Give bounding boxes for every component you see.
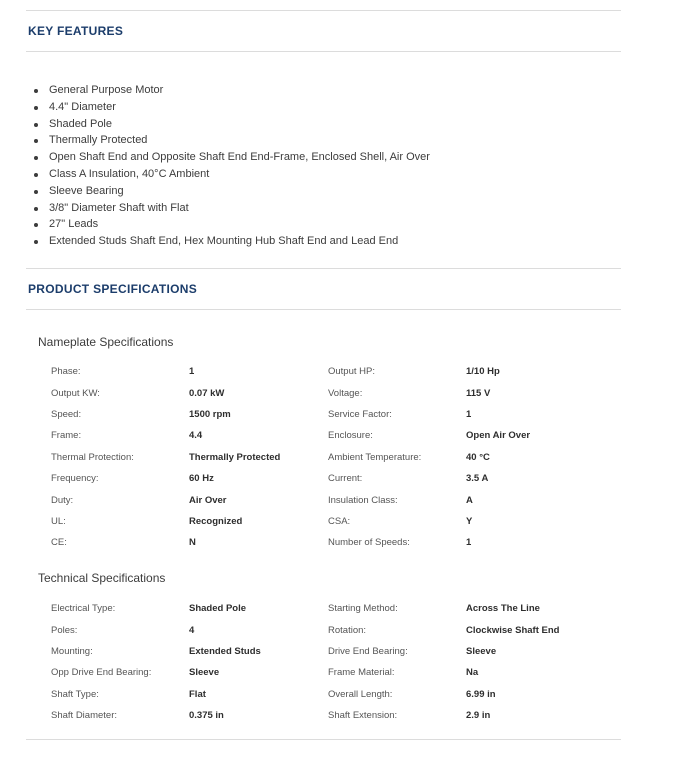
spec-label: Output KW: xyxy=(51,387,100,399)
spec-label: Overall Length: xyxy=(328,688,393,700)
list-item: Extended Studs Shaft End, Hex Mounting Hub Shaft End and Lead End xyxy=(34,233,430,250)
table-row xyxy=(51,404,530,425)
spec-value: 1 xyxy=(466,408,472,420)
spec-value: 1 xyxy=(189,366,195,378)
bullet-icon xyxy=(34,139,38,143)
spec-value: A xyxy=(466,494,473,506)
bullet-icon xyxy=(34,207,38,211)
spec-label: Number of Speeds: xyxy=(328,537,410,549)
spec-label: Frame Material: xyxy=(328,667,395,679)
spec-value: 1500 rpm xyxy=(189,408,231,420)
spec-value: Clockwise Shaft End xyxy=(466,624,560,636)
spec-value: 115 V xyxy=(466,387,491,399)
spec-label: CE: xyxy=(51,537,67,549)
table-row xyxy=(51,468,530,489)
spec-value: 1 xyxy=(466,537,472,549)
list-item: Thermally Protected xyxy=(34,132,430,149)
spec-label: Output HP: xyxy=(328,366,375,378)
nameplate-specs-heading: Nameplate Specifications xyxy=(38,335,174,349)
spec-value: Sleeve xyxy=(189,667,220,679)
list-item: Shaded Pole xyxy=(34,116,430,133)
table-row xyxy=(51,532,530,553)
bullet-icon xyxy=(34,240,38,244)
divider xyxy=(26,739,621,740)
list-item: 3/8" Diameter Shaft with Flat xyxy=(34,200,430,217)
table-row xyxy=(51,684,559,705)
list-item: 4.4" Diameter xyxy=(34,99,430,116)
spec-value: N xyxy=(189,537,196,549)
bullet-icon xyxy=(34,156,38,160)
divider xyxy=(26,309,621,310)
spec-label: Ambient Temperature: xyxy=(328,451,422,463)
spec-value: 6.99 in xyxy=(466,688,496,700)
spec-label: Starting Method: xyxy=(328,603,398,615)
spec-value: Shaded Pole xyxy=(189,603,247,615)
spec-value: 2.9 in xyxy=(466,710,491,722)
table-row xyxy=(51,489,530,510)
spec-label: Shaft Diameter: xyxy=(51,710,117,722)
spec-label: Enclosure: xyxy=(328,430,373,442)
divider xyxy=(26,51,621,52)
spec-label: Speed: xyxy=(51,408,82,420)
table-row xyxy=(51,511,530,532)
list-item: General Purpose Motor xyxy=(34,82,430,99)
spec-label: Opp Drive End Bearing: xyxy=(51,667,152,679)
technical-specs-table xyxy=(51,598,559,726)
spec-label: Duty: xyxy=(51,494,74,506)
bullet-icon xyxy=(34,173,38,177)
spec-value: Recognized xyxy=(189,515,243,527)
spec-label: Mounting: xyxy=(51,645,93,657)
spec-value: 0.375 in xyxy=(189,710,224,722)
divider xyxy=(26,268,621,269)
product-specs-heading: PRODUCT SPECIFICATIONS xyxy=(28,282,198,296)
table-row xyxy=(51,598,559,619)
spec-label: Current: xyxy=(328,473,363,485)
key-features-heading: KEY FEATURES xyxy=(28,24,124,38)
list-item: Class A Insulation, 40°C Ambient xyxy=(34,166,430,183)
key-features-list xyxy=(34,82,430,250)
table-row xyxy=(51,361,530,382)
spec-value: Thermally Protected xyxy=(189,451,281,463)
bullet-icon xyxy=(34,190,38,194)
spec-label: Poles: xyxy=(51,624,78,636)
spec-value: Air Over xyxy=(189,494,227,506)
spec-value: Sleeve xyxy=(466,645,497,657)
spec-label: Frequency: xyxy=(51,473,99,485)
divider xyxy=(26,10,621,11)
spec-value: Extended Studs xyxy=(189,645,261,657)
spec-value: 4.4 xyxy=(189,430,203,442)
spec-value: Across The Line xyxy=(466,603,540,615)
table-row xyxy=(51,619,559,640)
spec-value: 40 °C xyxy=(466,451,490,463)
spec-label: Drive End Bearing: xyxy=(328,645,408,657)
spec-label: Service Factor: xyxy=(328,408,392,420)
table-row xyxy=(51,662,559,683)
list-item: Open Shaft End and Opposite Shaft End End-Frame, Enclosed Shell, Air Over xyxy=(34,149,430,166)
spec-value: 1/10 Hp xyxy=(466,366,500,378)
spec-label: CSA: xyxy=(328,515,351,527)
spec-label: Voltage: xyxy=(328,387,363,399)
list-item: Sleeve Bearing xyxy=(34,183,430,200)
spec-label: Rotation: xyxy=(328,624,367,636)
table-row xyxy=(51,705,559,726)
table-row xyxy=(51,382,530,403)
spec-value: 4 xyxy=(189,624,195,636)
spec-label: Thermal Protection: xyxy=(51,451,134,463)
spec-label: Insulation Class: xyxy=(328,494,398,506)
spec-label: UL: xyxy=(51,515,66,527)
nameplate-specs-table xyxy=(51,361,530,554)
spec-value: 3.5 A xyxy=(466,473,489,485)
spec-label: Electrical Type: xyxy=(51,603,116,615)
table-row xyxy=(51,425,530,446)
table-row xyxy=(51,641,559,662)
technical-specs-heading: Technical Specifications xyxy=(38,571,166,585)
spec-label: Phase: xyxy=(51,366,81,378)
table-row xyxy=(51,447,530,468)
spec-value: 0.07 kW xyxy=(189,387,225,399)
spec-value: Open Air Over xyxy=(466,430,531,442)
list-item: 27" Leads xyxy=(34,216,430,233)
bullet-icon xyxy=(34,106,38,110)
bullet-icon xyxy=(34,89,38,93)
bullet-icon xyxy=(34,223,38,227)
spec-value: 60 Hz xyxy=(189,473,214,485)
spec-label: Shaft Extension: xyxy=(328,710,398,722)
spec-value: Y xyxy=(466,515,473,527)
spec-label: Frame: xyxy=(51,430,82,442)
spec-value: Na xyxy=(466,667,479,679)
bullet-icon xyxy=(34,123,38,127)
spec-value: Flat xyxy=(189,688,206,700)
spec-label: Shaft Type: xyxy=(51,688,99,700)
